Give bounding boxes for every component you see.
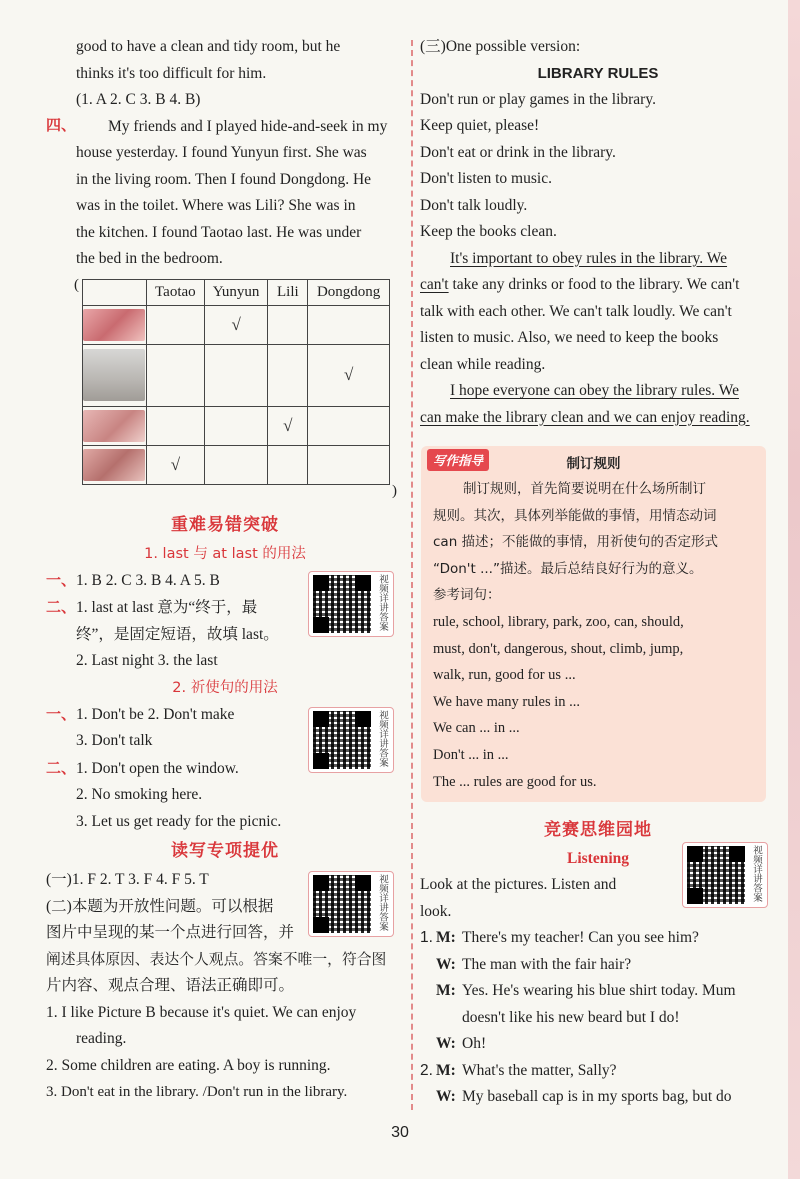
qr-code[interactable] <box>682 842 768 908</box>
table-cell <box>308 344 390 406</box>
tick-mark: √ <box>343 365 354 384</box>
table-cell <box>268 406 308 445</box>
toilet-image <box>83 349 145 401</box>
item-number: 2. <box>420 1061 433 1079</box>
answer-line: (一)1. F 2. T 3. F 4. F 5. T <box>46 871 209 888</box>
answer-line: (1. A 2. C 3. B 4. B) <box>76 91 201 108</box>
table-cell <box>204 305 268 344</box>
text-line: clean while reading. <box>420 355 546 373</box>
qr-label: 视频详讲答案 <box>377 573 388 631</box>
table-cell <box>268 344 308 406</box>
section-title: 竞赛思维园地 <box>544 820 652 840</box>
competition-section <box>420 814 776 1111</box>
speaker: W: <box>436 1088 456 1105</box>
text-line: listen to music. Also, we need to keep the books <box>420 329 719 346</box>
guide-line: “Don't ...”描述。最后总结良好行为的意义。 <box>433 560 703 577</box>
table-cell <box>83 305 147 344</box>
listening-title: Listening <box>566 850 629 867</box>
answer-line: reading. <box>76 1030 127 1047</box>
dialogue-line: What's the matter, Sally? <box>462 1061 617 1079</box>
underlined-sentence: can make the library clean and we can enjoy reading. <box>420 408 750 426</box>
section-four <box>46 114 404 273</box>
guide-line: 参考词句： <box>433 587 501 604</box>
column-header: Lili <box>268 279 308 305</box>
dialogue-line: There's my teacher! Can you see him? <box>462 929 699 946</box>
writing-guide-badge: 写作指导 <box>427 449 489 471</box>
dialogue-line: Yes. He's wearing his blue shirt today. Mum <box>462 982 736 999</box>
underlined-sentence: It's important to obey rules in the library. We <box>450 249 728 267</box>
table-cell <box>204 344 268 406</box>
qr-code-image <box>313 875 371 933</box>
column-divider <box>411 40 413 1110</box>
guide-line: walk, run, good for us ... <box>433 667 576 684</box>
text-line: look. <box>420 902 452 920</box>
underlined-word: can't <box>420 276 449 293</box>
tick-mark: √ <box>283 415 293 435</box>
item-number: 1. <box>420 929 433 946</box>
guide-line: must, don't, dangerous, shout, climb, jump, <box>433 640 684 657</box>
text-line: 片内容、观点合理、语法正确即可。 <box>46 977 295 994</box>
text-line: 图片中呈现的某一个点进行回答，并 <box>46 924 295 941</box>
table-cell <box>146 445 204 484</box>
table-cell <box>268 305 308 344</box>
library-rules-title: LIBRARY RULES <box>537 64 659 82</box>
text-line: in the living room. Then I found Dongdong. He <box>76 170 372 188</box>
guide-line: We can ... in ... <box>433 720 520 737</box>
text-line: the bed in the bedroom. <box>76 250 223 267</box>
answer-line: 2. No smoking here. <box>76 786 203 803</box>
section-mark: 二、 <box>46 758 77 777</box>
text-line: good to have a clean and tidy room, but he <box>76 38 341 55</box>
qr-code-image <box>313 711 371 769</box>
writing-guide-title: 制订规则 <box>566 456 621 472</box>
qr-code[interactable] <box>308 871 394 937</box>
left-column <box>46 34 404 1106</box>
reading-writing-answers <box>46 867 404 1106</box>
answer-line: 终”，是固定短语，故填 last。 <box>76 625 279 643</box>
qr-label: 视频详讲答案 <box>751 845 762 902</box>
answer-line: 3. Don't talk <box>76 732 153 749</box>
answer-line: 1. last at last 意为“终于，最 <box>76 599 258 616</box>
rule-line: Keep quiet, please! <box>420 117 540 134</box>
table-cell <box>146 305 204 344</box>
speaker: W: <box>436 1035 456 1052</box>
column-header: Taotao <box>146 279 204 305</box>
qr-label: 视频详讲答案 <box>377 709 388 767</box>
section-title: 重难易错突破 <box>171 514 279 535</box>
table-cell <box>204 445 268 484</box>
text-segment: take any drinks or food to the library. We can't <box>448 276 740 293</box>
dialogue-line: Oh! <box>462 1035 487 1052</box>
text-line: was in the toilet. Where was Lili? She was in <box>76 197 356 214</box>
subsection-two-answers <box>46 701 404 836</box>
speaker: M: <box>436 982 456 999</box>
subsection-title: 1. last 与 at last 的用法 <box>144 545 306 562</box>
answer-table-block <box>46 275 404 507</box>
close-paren: ) <box>392 482 397 499</box>
text-line: (二)本题为开放性问题。可以根据 <box>46 897 274 915</box>
dialogue-line: My baseball cap is in my sports bag, but do <box>462 1088 732 1105</box>
guide-line: We have many rules in ... <box>433 693 581 710</box>
text-line: talk with each other. We can't talk loudly. We can't <box>420 302 732 320</box>
guide-line: Don't ... in ... <box>433 746 509 763</box>
qr-code[interactable] <box>308 571 394 637</box>
table-cell <box>204 406 268 445</box>
underlined-sentence: I hope everyone can obey the library rules. We <box>450 382 739 399</box>
answer-line: 1. B 2. C 3. B 4. A 5. B <box>76 571 220 589</box>
guide-line: rule, school, library, park, zoo, can, should, <box>433 613 684 630</box>
table-cell <box>83 406 147 445</box>
table-cell <box>308 305 390 344</box>
rule-line: Don't talk loudly. <box>420 196 528 214</box>
section-mark: 二、 <box>46 598 77 616</box>
table-cell <box>146 406 204 445</box>
guide-line: The ... rules are good for us. <box>433 773 597 790</box>
open-paren: ( <box>74 276 79 293</box>
tick-mark: √ <box>170 454 181 474</box>
version-label: (三)One possible version: <box>420 38 581 55</box>
tick-mark: √ <box>231 314 241 334</box>
speaker: M: <box>436 929 456 946</box>
guide-line: 制订规则，首先简要说明在什么场所制订 <box>463 481 706 497</box>
page-edge-strip <box>788 0 800 1179</box>
subsection-one-answers <box>46 567 404 675</box>
column-header: Dongdong <box>308 279 390 305</box>
section-title: 读写专项提优 <box>171 841 279 861</box>
qr-code-image <box>687 846 745 904</box>
table-cell <box>146 344 204 406</box>
answer-line: 1. I like Picture B because it's quiet. We can enjoy <box>46 1003 357 1021</box>
column-header: Yunyun <box>204 279 268 305</box>
table-cell <box>83 445 147 484</box>
answer-line: 3. Don't eat in the library. /Don't run in the library. <box>46 1084 348 1100</box>
answer-line: 2. Last night 3. the last <box>76 652 218 669</box>
living-room-image <box>83 309 145 341</box>
guide-line: can 描述；不能做的事情，用祈使句的否定形式 <box>433 534 719 551</box>
rule-line: Keep the books clean. <box>420 223 557 240</box>
dialogue-line: The man with the fair hair? <box>462 955 632 973</box>
answer-line: 2. Some children are eating. A boy is running. <box>46 1056 331 1074</box>
qr-label: 视频详讲答案 <box>377 874 388 931</box>
text-line: My friends and I played hide-and-seek in my <box>108 117 388 135</box>
dialogue-line: doesn't like his new beard but I do! <box>462 1008 680 1026</box>
table-corner <box>83 279 147 305</box>
rule-line: Don't run or play games in the library. <box>420 90 656 108</box>
table-cell <box>308 445 390 484</box>
qr-code[interactable] <box>308 707 394 773</box>
answer-table <box>82 279 390 485</box>
answer-line: 1. Don't be 2. Don't make <box>76 705 235 723</box>
answer-line: 3. Let us get ready for the picnic. <box>76 812 282 830</box>
section-mark: 一、 <box>46 570 77 589</box>
text-line: thinks it's too difficult for him. <box>76 64 267 82</box>
page-number: 30 <box>391 1124 409 1141</box>
rule-line: Don't listen to music. <box>420 170 552 187</box>
table-cell <box>308 406 390 445</box>
speaker: M: <box>436 1061 456 1079</box>
section-mark: 一、 <box>46 704 77 723</box>
right-column <box>420 34 776 431</box>
answer-line: 1. Don't open the window. <box>76 759 239 777</box>
writing-guide-box <box>421 446 766 802</box>
rule-line: Don't eat or drink in the library. <box>420 143 616 161</box>
section-mark: 四、 <box>46 115 77 134</box>
table-cell <box>268 445 308 484</box>
text-line: Look at the pictures. Listen and <box>420 876 617 893</box>
kitchen-image <box>83 410 145 442</box>
subsection-title: 2. 祈使句的用法 <box>172 679 278 696</box>
text-line: 阐述具体原因、表达个人观点。答案不唯一，符合图 <box>46 951 387 968</box>
qr-code-image <box>313 575 371 633</box>
text-line: house yesterday. I found Yunyun first. She was <box>76 144 367 161</box>
speaker: W: <box>436 955 456 973</box>
text-line: the kitchen. I found Taotao last. He was under <box>76 223 362 241</box>
guide-line: 规则。其次，具体列举能做的事情，用情态动词 <box>433 507 717 524</box>
bedroom-image <box>83 449 145 481</box>
table-cell <box>83 344 147 406</box>
